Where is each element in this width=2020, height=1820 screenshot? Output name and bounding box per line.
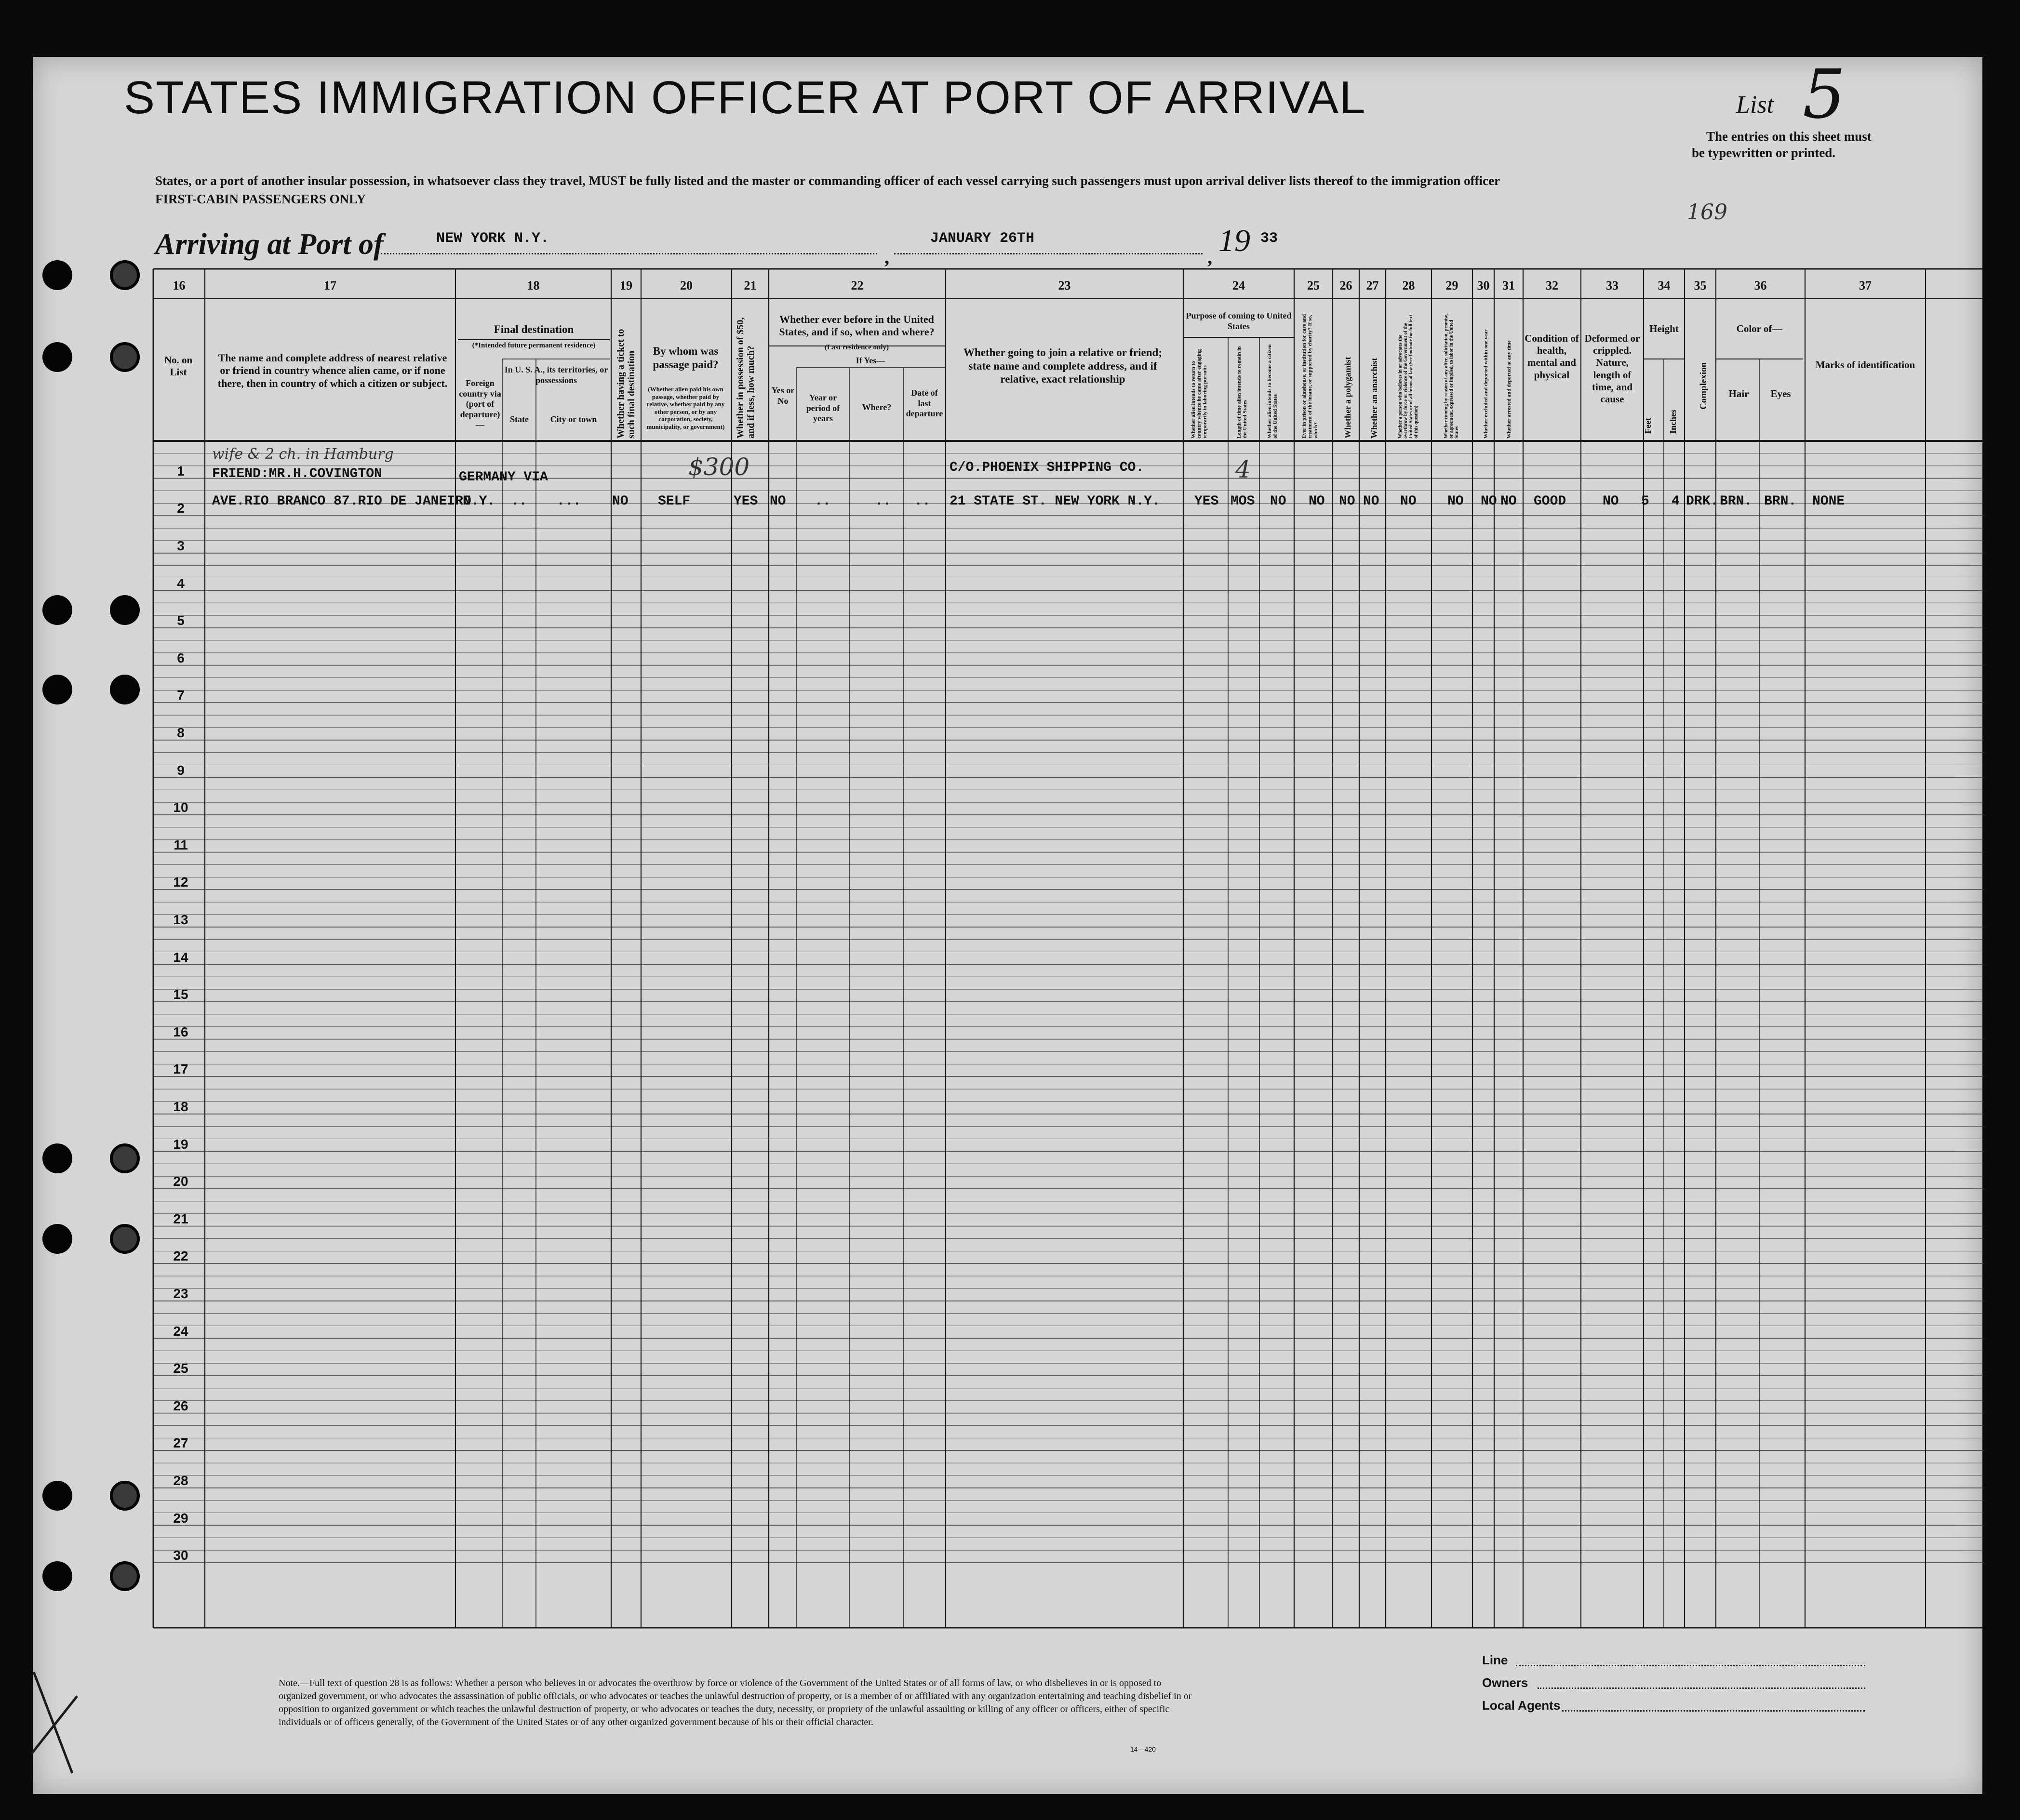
row-number: 13 [173, 912, 188, 927]
column-number: 33 [1606, 279, 1619, 292]
row-number: 1 [177, 463, 185, 478]
row-number: 16 [173, 1024, 188, 1039]
length-handwritten: 4 [1235, 455, 1251, 483]
column-number: 18 [527, 279, 540, 292]
row-number: 5 [177, 613, 185, 628]
header-eyes: Eyes [1770, 388, 1791, 399]
row-number: 27 [173, 1435, 188, 1451]
contract-labor-value: NO [1447, 494, 1464, 509]
header-contract-labor: Whether coming by reason of any offer, solicitation, promise, or agreement, expressed or implied, to labor in the United States [1444, 313, 1459, 438]
row-number: 2 [177, 501, 185, 516]
relative-name: FRIEND:MR.H.COVINGTON [212, 466, 382, 481]
header-join-relative: Whether going to join a relative or friend; state name and complete address, and if relative, exact relationship [963, 346, 1163, 385]
header-overthrow: Whether a person who believes in or advocates the overthrow by force or violence of the Government of the United States or of all forms of law (See footnote for full text of this question) [1398, 315, 1419, 438]
header-hair: Hair [1728, 388, 1749, 399]
header-anarchist: Whether an anarchist [1369, 358, 1379, 438]
header-no-on-list: No. on List [164, 354, 193, 378]
ticket-value: NO [612, 494, 629, 509]
list-number: 5 [1803, 55, 1846, 134]
header-height: Height [1649, 323, 1679, 334]
column-number: 24 [1232, 279, 1245, 292]
column-number: 28 [1402, 279, 1415, 292]
city-ditto: ... [557, 494, 581, 509]
row-number: 26 [173, 1398, 188, 1413]
column-number: 31 [1502, 279, 1515, 292]
prison-value: NO [1309, 494, 1325, 509]
form-number: 14—420 [1130, 1745, 1156, 1753]
row-number: 23 [173, 1286, 188, 1301]
comma-separator: , [1207, 246, 1212, 268]
deported-value: NO [1500, 494, 1517, 509]
column-number: 34 [1658, 279, 1671, 292]
header-yes-no: Yes or No [771, 385, 795, 406]
column-number: 19 [620, 279, 632, 292]
before-in-us-value: NO [770, 494, 786, 509]
row-number: 24 [173, 1323, 188, 1339]
row-number: 15 [173, 987, 188, 1002]
length-value: MOS [1231, 494, 1255, 509]
row-number: 3 [177, 538, 185, 553]
owners-underline [1538, 1687, 1865, 1689]
line-underline [1516, 1665, 1865, 1666]
deformed-value: NO [1603, 494, 1619, 509]
header-length-of-stay: Length of time alien intends to remain in the United States [1236, 346, 1248, 438]
purpose-return-value: YES [1194, 494, 1219, 509]
column-number: 23 [1058, 279, 1071, 292]
row-number: 12 [173, 875, 188, 890]
list-label: List [1736, 91, 1774, 119]
header-health: Condition of health, mental and physical [1525, 332, 1579, 381]
header-purpose-return: Whether alien intends to return to country whence he came after engaging temporarily in laboring pursuits [1191, 349, 1208, 438]
row-number: 8 [177, 725, 185, 740]
column-number: 29 [1445, 279, 1458, 292]
row-number: 9 [177, 762, 185, 778]
complexion-value: DRK. [1686, 494, 1719, 509]
year-suffix: 33 [1260, 230, 1278, 247]
header-marks: Marks of identification [1815, 359, 1915, 371]
row-number: 4 [177, 575, 185, 591]
header-feet: Feet [1643, 418, 1653, 434]
column-number: 20 [680, 279, 693, 292]
header-if-yes: If Yes— [856, 356, 885, 365]
excluded-value: NO [1481, 494, 1497, 509]
state-ditto: .. [511, 494, 527, 509]
column-number: 16 [173, 279, 186, 292]
before-date-ditto: .. [914, 494, 931, 509]
header-foreign-via: Foreign country via (port of departure)— [459, 378, 501, 430]
header-deformed: Deformed or crippled. Nature, length of time, and cause [1584, 332, 1640, 405]
row-number: 11 [174, 837, 188, 852]
row-number: 7 [177, 688, 185, 703]
header-excluded: Whether excluded and deported within one year [1483, 329, 1489, 438]
footnote-text: Note.—Full text of question 28 is as follows: Whether a person who believes in or advocates the overthrow by force or violence of the Government of the United States or of all forms of law, or who disbelieves in or is opposed to organized government, or who advocates the assassination of public officials, or who advocates or teaches the unlawful destruction of property, or is a member of or affiliated with any organization entertaining and teaching disbelief in or opposition to organized government or which teaches the unlawful destruction of property, or who advocates or teaches the duty, necessity, or propriety of the unlawful assaulting or killing of any officer or officers, either of specific individuals or of officers generally, of the Government of the United States or of any other organized government because of his or their official character. [279, 1678, 1192, 1727]
join-relative-line1: C/O.PHOENIX SHIPPING CO. [950, 460, 1144, 475]
port-value: NEW YORK N.Y. [436, 230, 549, 247]
row-number: 10 [173, 800, 188, 815]
page-title: STATES IMMIGRATION OFFICER AT PORT OF ARRIVAL [124, 72, 1366, 123]
header-money: Whether in possession of $50, and if less, how much? [735, 317, 756, 438]
row-number: 22 [173, 1249, 188, 1264]
column-number: 32 [1546, 279, 1558, 292]
margin-cross-mark [19, 1667, 82, 1778]
citizen-value: NO [1270, 494, 1286, 509]
owners-label: Owners [1482, 1675, 1528, 1690]
header-polygamist: Whether a polygamist [1343, 357, 1352, 438]
column-number: 30 [1477, 279, 1490, 292]
column-number: 26 [1339, 279, 1352, 292]
header-nearest-relative: The name and complete address of nearest relative or friend in country whence alien came, or if none there, then in country of which a citizen or subject. [217, 352, 448, 389]
column-number: 35 [1694, 279, 1707, 292]
column-number: 17 [324, 279, 336, 292]
header-final-destination: Final destination [494, 323, 574, 335]
handwritten-note: wife & 2 ch. in Hamburg [212, 446, 394, 463]
typewritten-note: The entries on this sheet must [1706, 129, 1872, 144]
header-year: Year or period of years [806, 393, 840, 424]
polygamist-value: NO [1339, 494, 1355, 509]
header-passage-paid: By whom was passage paid? [653, 345, 719, 371]
row-number: 30 [173, 1548, 188, 1563]
header-date-departure: Date of last departure [906, 388, 943, 419]
before-where-ditto: .. [875, 494, 891, 509]
row-number: 14 [173, 949, 188, 965]
eyes-value: BRN. [1764, 494, 1797, 509]
header-prison: Ever in prison or almshouse, or institution for care and treatment of the insane, or supported by charity? If so, which? [1301, 314, 1319, 438]
typewritten-note: be typewritten or printed. [1692, 146, 1835, 160]
header-citizen: Whether alien intends to become a citizen of the United States [1267, 344, 1279, 438]
row-number: 17 [173, 1062, 188, 1077]
header-inches: Inches [1668, 409, 1678, 434]
passage-paid-value: SELF [658, 494, 691, 509]
row-number: 6 [177, 650, 185, 665]
row-number: 28 [173, 1473, 188, 1488]
header-before-in-us-sub: (Last residence only) [824, 344, 889, 351]
join-relative-line2: 21 STATE ST. NEW YORK N.Y. [950, 494, 1160, 509]
health-value: GOOD [1534, 494, 1566, 509]
header-deported: Whether arrested and deported at any time [1506, 340, 1512, 438]
column-number: 37 [1859, 279, 1872, 292]
header-state: State [510, 414, 529, 424]
header-passage-paid-sub: (Whether alien paid his own passage, whether paid by relative, whether paid by any other person, or by any corporation, society, municipality, or government) [646, 385, 725, 430]
stamp-number: 169 [1687, 200, 1727, 225]
row-number: 18 [173, 1099, 188, 1114]
line-label: Line [1482, 1653, 1508, 1667]
column-number: 22 [851, 279, 864, 292]
row-number: 19 [173, 1136, 188, 1152]
row-number: 21 [173, 1211, 188, 1226]
row-number: 20 [173, 1174, 188, 1189]
header-usa: In U. S. A., its territories, or possessions [504, 365, 608, 385]
row-number: 25 [173, 1361, 188, 1376]
hair-value: BRN. [1720, 494, 1752, 509]
column-number: 25 [1307, 279, 1320, 292]
instruction-text: States, or a port of another insular possession, in whatsoever class they travel, MUST be fully listed and the master or commanding officer of each vessel carrying such passengers must upon arrival deliver lists thereof to the immigration officer [155, 173, 1500, 188]
class-line: FIRST-CABIN PASSENGERS ONLY [155, 192, 366, 206]
comma-separator: , [884, 246, 889, 268]
year-prefix: 19 [1218, 223, 1250, 258]
foreign-via: GERMANY VIA [459, 470, 548, 485]
column-number: 36 [1754, 279, 1767, 292]
local-agents-label: Local Agents [1482, 1698, 1561, 1713]
agents-underline [1562, 1710, 1865, 1712]
marks-value: NONE [1812, 494, 1845, 509]
header-final-destination-sub: (*Intended future permanent residence) [472, 342, 596, 349]
header-city: City or town [550, 414, 597, 424]
overthrow-value: NO [1400, 494, 1417, 509]
state-value: N.Y. [463, 494, 495, 509]
before-year-ditto: .. [815, 494, 831, 509]
row-number: 29 [173, 1510, 188, 1526]
header-ticket: Whether having a ticket to such final destination [615, 329, 637, 438]
feet-value: 5 [1641, 494, 1649, 509]
money-value: YES [734, 494, 758, 509]
header-where: Where? [862, 402, 892, 412]
arriving-label: Arriving at Port of [155, 228, 384, 261]
column-number: 27 [1366, 279, 1379, 292]
anarchist-value: NO [1363, 494, 1379, 509]
date-value: JANUARY 26TH [930, 230, 1035, 247]
relative-address: AVE.RIO BRANCO 87.RIO DE JANEIRO [212, 494, 471, 509]
header-color-of: Color of— [1736, 323, 1782, 334]
header-purpose: Purpose of coming to United States [1186, 311, 1292, 331]
column-number: 21 [744, 279, 757, 292]
header-before-in-us: Whether ever before in the United States, and if so, when and where? [779, 313, 935, 338]
header-complexion: Complexion [1699, 362, 1709, 410]
money-handwritten: $300 [688, 453, 750, 481]
inches-value: 4 [1672, 494, 1680, 509]
